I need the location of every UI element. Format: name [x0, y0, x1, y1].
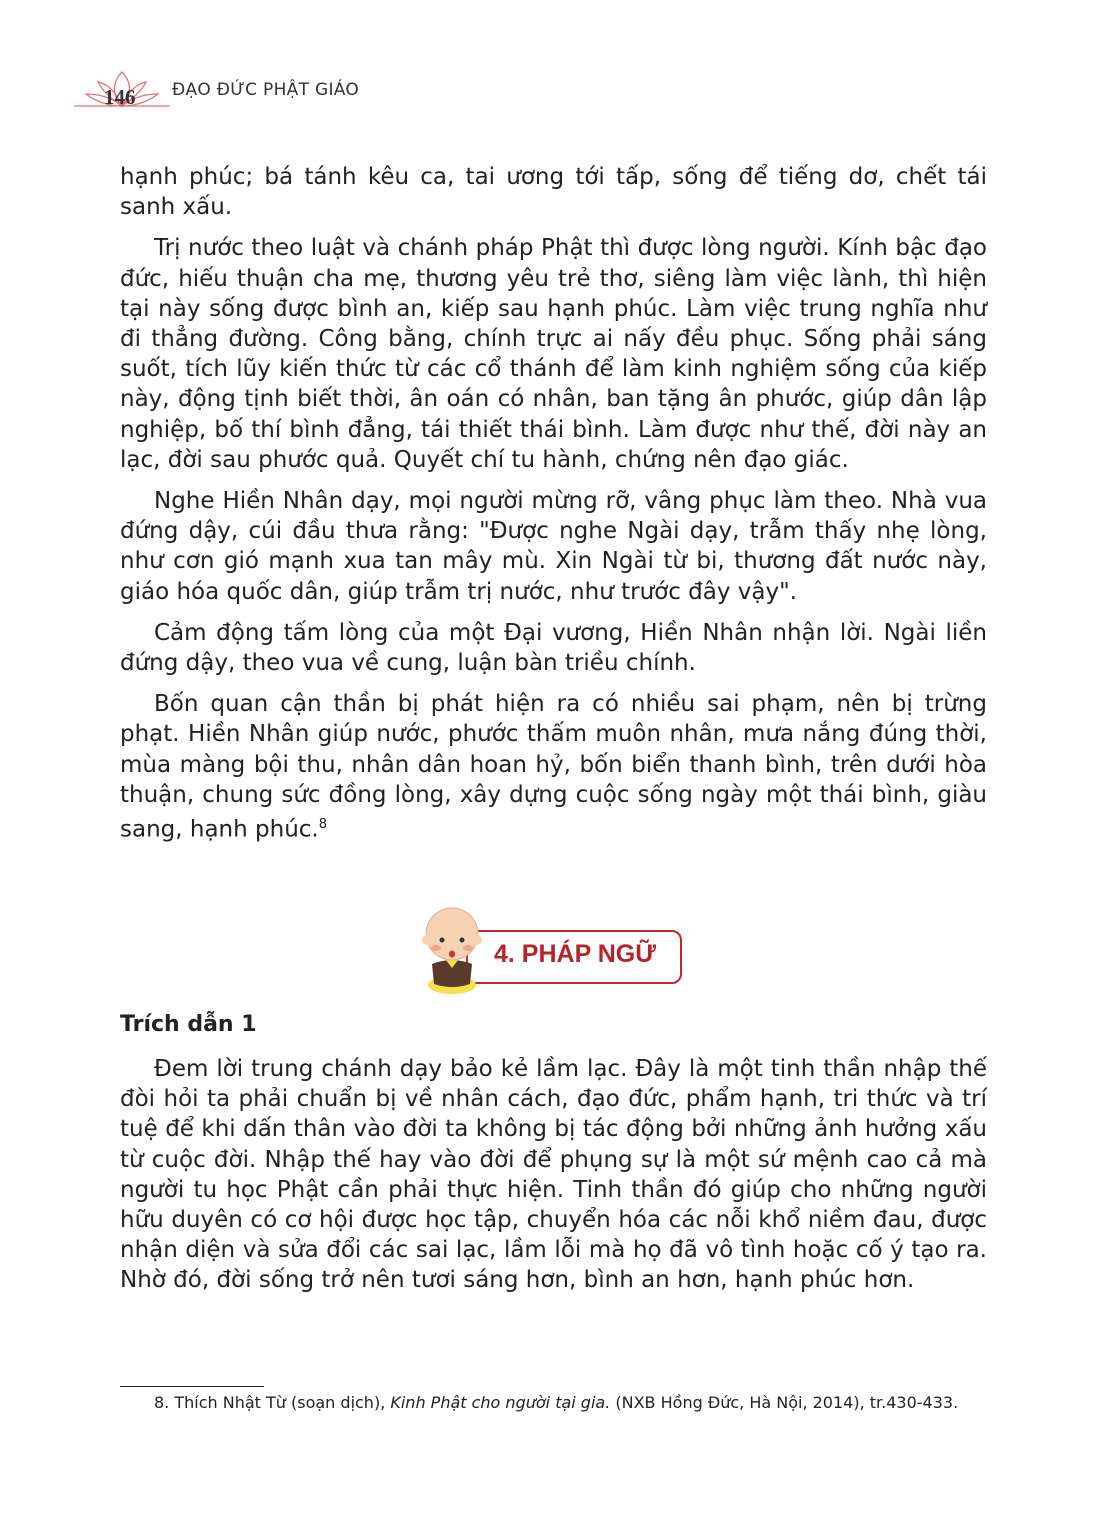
- paragraph: Trị nước theo luật và chánh pháp Phật thì được lòng người. Kính bậc đạo đức, hiếu thuận cha mẹ, thương yêu trẻ thơ, siêng làm việc lành, thì hiện tại này sống được bình an, kiếp sau hạnh phúc. Làm việc trung nghĩa như đi thẳng đường. Công bằng, chính trực ai nấy đều phục. Sống phải sáng suốt, tích lũy kiến thức từ các cổ thánh để làm kinh nghiệm sống của kiếp này, động tịnh biết thời, ân oán có nhân, ban tặng ân phước, giúp dân lập nghiệp, bố thí bình đẳng, tái thiết thái bình. Làm được như thế, đời này an lạc, đời sau phước quả. Quyết chí tu hành, chứng nên đạo giác.: [120, 235, 987, 473]
- paragraph: hạnh phúc; bá tánh kêu ca, tai ương tới tấp, sống để tiếng dơ, chết tái sanh xấu.: [120, 164, 987, 221]
- book-title: ĐẠO ĐỨC PHẬT GIÁO: [172, 80, 360, 100]
- footnote-reference[interactable]: 8: [318, 817, 328, 833]
- paragraph: Bốn quan cận thần bị phát hiện ra có nhiều sai phạm, nên bị trừng phạt. Hiền Nhân giúp nước, phước thấm muôn nhân, mưa nắng đúng thời, mùa màng bội thu, nhân dân hoan hỷ, bốn biển thanh bình, trên dưới hòa thuận, chung sức đồng lòng, xây dựng cuộc sống ngày một thái bình, giàu sang, hạnh phúc.$^8$: [120, 691, 987, 843]
- paragraph: Đem lời trung chánh dạy bảo kẻ lầm lạc. Đây là một tinh thần nhập thế đòi hỏi ta phải chuẩn bị về nhân cách, đạo đức, phẩm hạnh, tri thức và trí tuệ để khi dấn thân vào đời ta không bị tác động bởi những ảnh hưởng xấu từ cuộc đời. Nhập thế hay vào đời để phụng sự là một sứ mệnh cao cả mà người tu học Phật cần phải thực hiện. Tinh thần đó giúp cho những người hữu duyên có cơ hội được học tập, chuyển hóa các nỗi khổ niềm đau, được nhận diện và sửa đổi các sai lạc, lầm lỗi mà họ đã vô tình hoặc cố ý tạo ra. Nhờ đó, đời sống trở nên tươi sáng hơn, bình an hơn, hạnh phúc hơn.: [120, 1056, 987, 1294]
- subsection-title: Trích dẫn 1: [120, 1012, 257, 1037]
- section-heading: 4. PHÁP NGỮ: [494, 940, 656, 968]
- quote-text: [120, 1054, 987, 1296]
- footnote-divider: [120, 1386, 264, 1387]
- paragraph: Cảm động tấm lòng của một Đại vương, Hiền Nhân nhận lời. Ngài liền đứng dậy, theo vua về cung, luận bàn triều chính.: [120, 619, 987, 677]
- main-text: [120, 162, 987, 856]
- page-number: 146: [104, 85, 136, 109]
- running-header: [72, 68, 392, 113]
- paragraph: Nghe Hiền Nhân dạy, mọi người mừng rỡ, vâng phục làm theo. Nhà vua đứng dậy, cúi đầu thưa rằng: "Được nghe Ngài dạy, trẫm thấy nhẹ lòng, như cơn gió mạnh xua tan mây mù. Xin Ngài từ bi, thương đất nước này, giáo hóa quốc dân, giúp trẫm trị nước, như trước đây vậy".: [120, 488, 987, 605]
- monk-mascot-icon: [418, 902, 498, 997]
- section-badge: [418, 902, 683, 997]
- footnote: 8. Thích Nhật Từ (soạn dịch), Kinh Phật cho người tại gia. (NXB Hồng Đức, Hà Nội, 2014), tr.430-433.: [154, 1393, 959, 1412]
- footnote-book-title: Kinh Phật cho người tại gia.: [390, 1393, 611, 1412]
